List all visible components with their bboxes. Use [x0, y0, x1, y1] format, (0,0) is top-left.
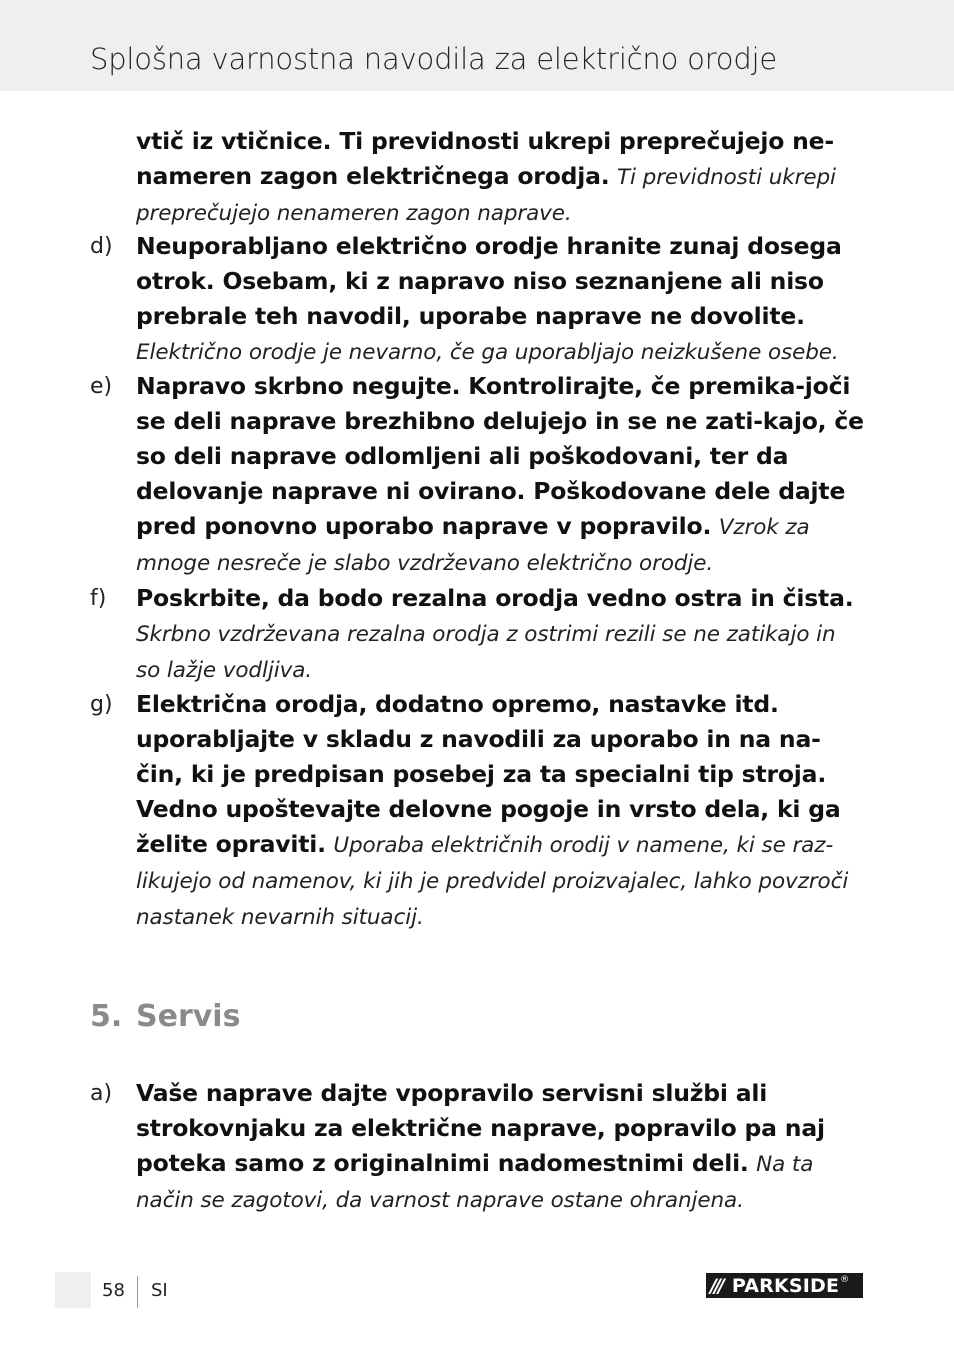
item-italic-text: Ti previdnosti ukrepi preprečujejo nenameren zagon naprave. — [136, 165, 836, 226]
section-heading — [90, 999, 240, 1034]
item-text — [136, 687, 866, 935]
language-code: SI — [151, 1280, 168, 1301]
item-italic-text: Vzrok za mnoge nesreče je slabo vzdrževano električno orodje. — [136, 515, 810, 576]
footer-box — [55, 1272, 91, 1308]
item-bold-text: Vaše naprave dajte vpopravilo servisni službi ali strokovnjaku za električne naprave, popravilo pa naj poteka samo z originalnimi nadomestnimi deli. — [136, 1079, 825, 1177]
item-text — [136, 581, 866, 688]
parkside-logo — [706, 1273, 863, 1298]
item-text — [136, 1076, 866, 1218]
page-header — [0, 0, 954, 91]
item-italic-text: Skrbno vzdrževana rezalna orodja z ostrimi rezili se ne zatikajo in so lažje vodljiva. — [136, 622, 836, 683]
footer-divider — [137, 1276, 138, 1308]
item-text — [136, 229, 866, 370]
section-number: 5. — [90, 999, 123, 1034]
item-marker: d) — [90, 234, 113, 259]
item-italic-text: Električno orodje je nevarno, če ga uporabljajo neizkušene osebe. — [136, 340, 839, 365]
item-bold-text: vtič iz vtičnice. Ti previdnosti ukrepi preprečujejo ne-nameren zagon električnega orodja. — [136, 127, 834, 190]
registered-icon: ® — [840, 1275, 850, 1285]
item-bold-text: Poskrbite, da bodo rezalna orodja vedno ostra in čista. — [136, 584, 854, 612]
item-italic-text: Uporaba električnih orodij v namene, ki se raz-likujejo od namenov, ki jih je predvidel proizvajalec, lahko povzroči nastanek nevarnih situacij. — [136, 833, 849, 930]
page-title: Splošna varnostna navodila za električno orodje — [90, 42, 778, 76]
logo-slashes-icon: /// — [710, 1274, 722, 1297]
item-italic-text: Na ta način se zagotovi, da varnost naprave ostane ohranjena. — [136, 1152, 814, 1213]
item-marker: e) — [90, 374, 113, 399]
item-bold-text: Napravo skrbno negujte. Kontrolirajte, če premika-joči se deli naprave brezhibno delujejo in se ne zati-kajo, če so deli naprave odlomljeni ali poškodovani, ter da delovanje naprave ni ovirano. Poškodovane dele dajte pred ponovno uporabo naprave v popravilo. — [136, 372, 864, 540]
item-bold-text: Električna orodja, dodatno opremo, nastavke itd. uporabljajte v skladu z navodili za uporabo in na na-čin, ki je predpisan posebej za ta specialni tip stroja. Vedno upoštevajte delovne pogoje in vrsto dela, ki ga želite opraviti. — [136, 690, 841, 858]
item-bold-text: Neuporabljano električno orodje hranite zunaj dosega otrok. Osebam, ki z napravo niso seznanjene ali niso prebrale teh navodil, uporabe naprave ne dovolite. — [136, 232, 842, 330]
item-marker: f) — [90, 586, 107, 611]
item-text — [136, 369, 866, 581]
item-text — [136, 124, 866, 231]
page-number: 58 — [102, 1280, 125, 1301]
logo-text: PARKSIDE — [731, 1274, 840, 1297]
item-marker: a) — [90, 1081, 113, 1106]
section-title: Servis — [136, 999, 241, 1034]
item-marker: g) — [90, 692, 113, 717]
